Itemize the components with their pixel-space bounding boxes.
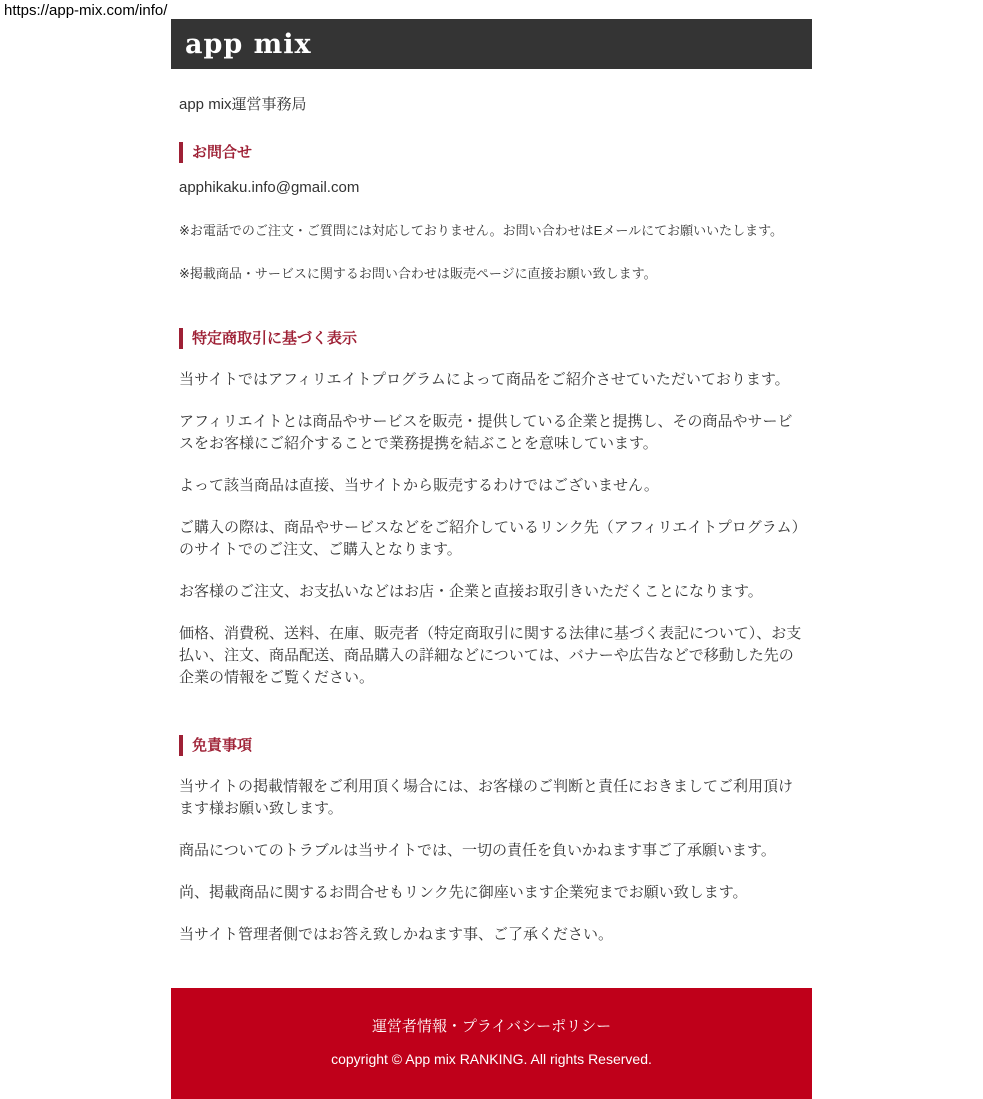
disclaimer-paragraph: 商品についてのトラブルは当サイトでは、一切の責任を負いかねます事ご了承願います。 (179, 842, 776, 859)
contact-note-phone: ※お電話でのご注文・ご質問には対応しておりません。お問い合わせはEメールにてお願いいたします。 (179, 223, 784, 238)
disclaimer-paragraph: 当サイトの掲載情報をご利用頂く場合には、お客様のご判断と責任におきましてご利用頂けます様お願い致します。 (179, 778, 793, 817)
section-heading-disclaimer: 免責事項 (179, 735, 804, 756)
site-header (171, 19, 812, 69)
operator-name: app mix運営事務局 (179, 96, 307, 113)
section-heading-contact: お問合せ (179, 142, 804, 163)
disclaimer-paragraph: 当サイト管理者側ではお答え致しかねます事、ご了承ください。 (179, 926, 613, 943)
legal-paragraph: アフィリエイトとは商品やサービスを販売・提供している企業と提携し、その商品やサービスをお客様にご紹介することで業務提携を結ぶことを意味しています。 (179, 413, 793, 452)
contact-email: apphikaku.info@gmail.com (179, 179, 360, 196)
contact-note-products: ※掲載商品・サービスに関するお問い合わせは販売ページに直接お願い致します。 (179, 266, 657, 281)
footer-privacy-policy-link[interactable]: 運営者情報・プライバシーポリシー (371, 1018, 612, 1035)
legal-paragraph: ご購入の際は、商品やサービスなどをご紹介しているリンク先（アフィリエイトプログラム）のサイトでのご注文、ご購入となります。 (179, 519, 800, 558)
main-content (171, 93, 812, 946)
section-heading-legal: 特定商取引に基づく表示 (179, 328, 804, 349)
page-container (171, 19, 812, 1099)
legal-paragraph: 価格、消費税、送料、在庫、販売者（特定商取引に関する法律に基づく表記について）、お支払い、注文、商品配送、商品購入の詳細などについては、バナーや広告などで移動した先の企業の情報をご覧ください。 (179, 625, 802, 686)
copyright-text: copyright © App mix RANKING. All rights Reserved. (331, 1051, 652, 1067)
browser-url[interactable]: https://app-mix.com/info/ (4, 2, 168, 19)
site-title[interactable]: app mix (185, 28, 312, 60)
legal-paragraph: お客様のご注文、お支払いなどはお店・企業と直接お取引きいただくことになります。 (179, 583, 763, 600)
site-footer (171, 988, 812, 1099)
legal-paragraph: よって該当商品は直接、当サイトから販売するわけではございません。 (179, 477, 659, 494)
legal-paragraph: 当サイトではアフィリエイトプログラムによって商品をご紹介させていただいております。 (179, 371, 790, 388)
disclaimer-paragraph: 尚、掲載商品に関するお問合せもリンク先に御座います企業宛までお願い致します。 (179, 884, 748, 901)
